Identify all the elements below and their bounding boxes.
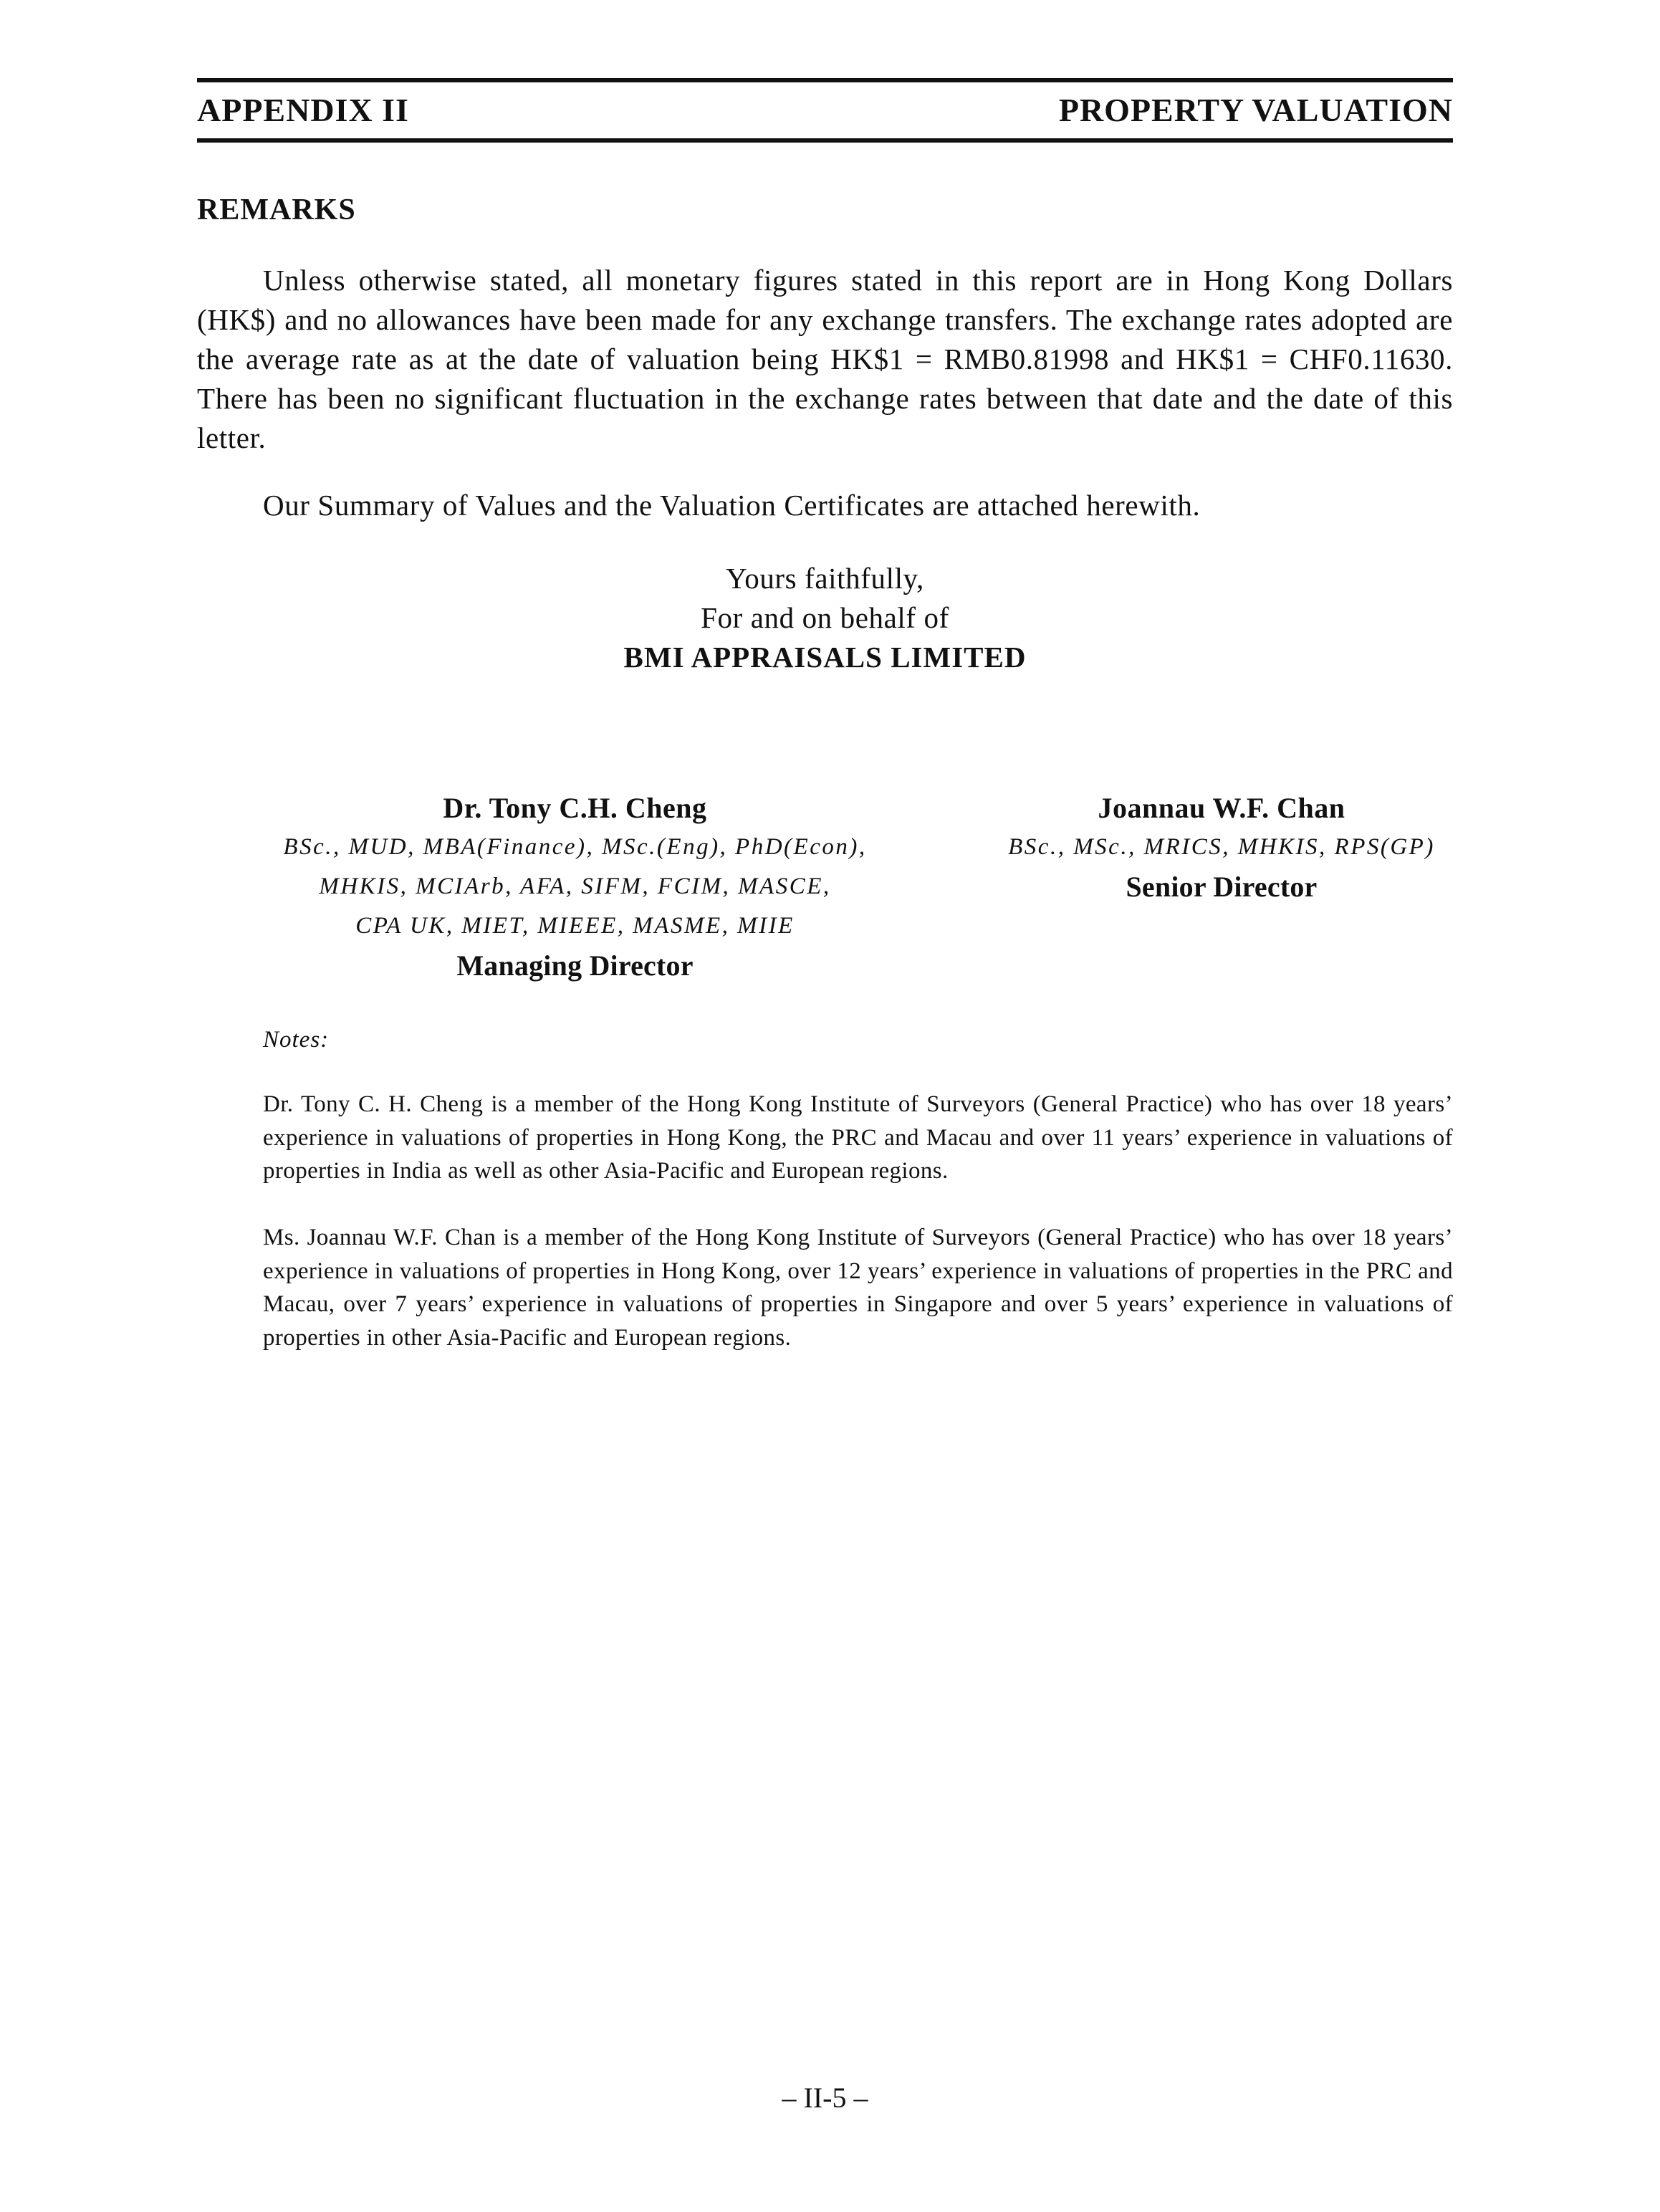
paragraph-attachments: Our Summary of Values and the Valuation Certificates are attached herewith. [263,489,1201,522]
paragraph-exchange-rates: Unless otherwise stated, all monetary figures stated in this report are in Hong Kong Dollars (HK$) and no allowances have been made for any exchange transfers. The exchange rates adopted are the average rate as at the date of valuation being HK$1 = RMB0.81998 and HK$1 = CHF0.11630. There has been no significant fluctuation in the exchange rates between that date and the date of this letter. [197,264,1453,454]
signatory-qualifications-line: MHKIS, MCIArb, AFA, SIFM, FCIM, MASCE, [319,873,831,899]
header-bottom-rule [197,138,1453,143]
note-item: Dr. Tony C. H. Cheng is a member of the Hong Kong Institute of Surveyors (General Practice) who has over 18 years’ experience in valuations of properties in Hong Kong, the PRC and Macau and over 11 years’ experience in valuations of properties in India as well as other Asia-Pacific and European regions. [263,1091,1453,1184]
signatory-name: Dr. Tony C.H. Cheng [443,792,707,824]
signatory-qualifications-line: CPA UK, MIET, MIEEE, MASME, MIIE [355,913,795,939]
page-number: – II-5 – [782,2082,868,2114]
header-section-label: PROPERTY VALUATION [1058,92,1453,128]
signatory-managing-director [197,788,953,985]
signatory-qualifications-line: BSc., MSc., MRICS, MHKIS, RPS(GP) [1008,834,1435,860]
signatory-title: Managing Director [456,949,694,982]
notes-label: Notes: [263,1027,330,1053]
signatory-senior-director [953,788,1490,906]
section-title: REMARKS [197,193,356,226]
closing-behalf: For and on behalf of [701,601,949,634]
signatory-title: Senior Director [1126,871,1318,903]
header-appendix-label: APPENDIX II [197,92,409,128]
closing-block [197,559,1453,677]
header-top-rule [197,78,1453,82]
closing-firm-name: BMI APPRAISALS LIMITED [623,641,1027,674]
signatory-qualifications-line: BSc., MUD, MBA(Finance), MSc.(Eng), PhD(Econ), [283,834,867,860]
document-page [197,0,1453,2212]
closing-salutation: Yours faithfully, [726,562,924,595]
note-item: Ms. Joannau W.F. Chan is a member of the Hong Kong Institute of Surveyors (General Practice) who has over 18 years’ experience in valuations of properties in Hong Kong, over 12 years’ experience in valuations of properties in the PRC and Macau, over 7 years’ experience in valuations of properties in Singapore and over 5 years’ experience in valuations of properties in other Asia-Pacific and European regions. [263,1225,1453,1351]
signatory-name: Joannau W.F. Chan [1098,792,1345,824]
